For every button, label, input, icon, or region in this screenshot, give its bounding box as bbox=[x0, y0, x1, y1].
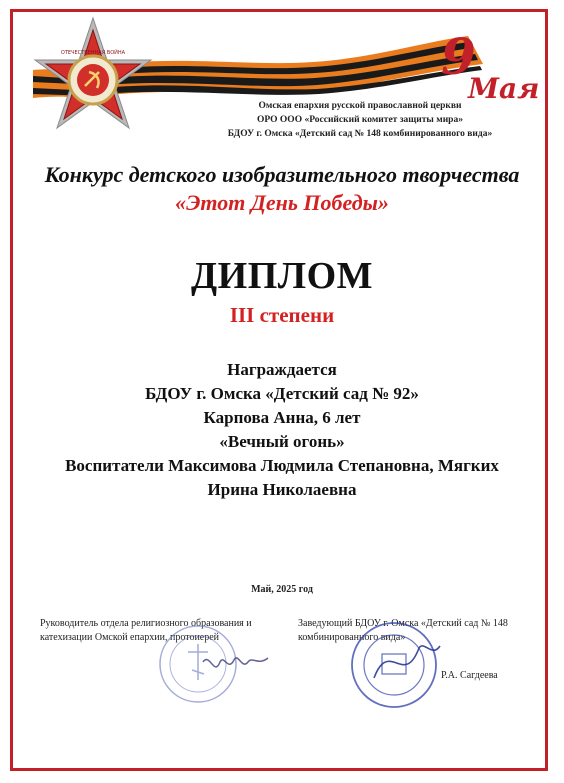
award-line: Награждается bbox=[227, 360, 337, 379]
award-line: БДОУ г. Омска «Детский сад № 92» bbox=[145, 384, 419, 403]
contest-name: «Этот День Победы» bbox=[175, 190, 389, 215]
diploma-title: ДИПЛОМ bbox=[191, 255, 373, 297]
award-line: Ирина Николаевна bbox=[207, 480, 357, 499]
award-line: Карпова Анна, 6 лет bbox=[203, 408, 361, 427]
organizer-line: БДОУ г. Омска «Детский сад № 148 комбинированного вида» bbox=[227, 129, 493, 139]
signatory-right-name: Р.А. Сагдеева bbox=[441, 670, 498, 681]
organizers-block bbox=[180, 99, 540, 141]
date-number: 9 bbox=[441, 27, 476, 86]
order-star-icon bbox=[35, 18, 151, 128]
contest-title: Конкурс детского изобразительного творчества bbox=[44, 162, 520, 187]
diploma-degree: III степени bbox=[229, 303, 335, 327]
right-stamp-icon bbox=[344, 618, 454, 713]
victory-day-mark bbox=[441, 27, 539, 105]
signatory-left: Руководитель отдела религиозного образования и катехизации Омской епархии, протоиерей bbox=[40, 618, 252, 643]
organizer-line: Омская епархия русской православной церкви bbox=[258, 101, 462, 111]
organizer-line: ОРО ООО «Российский комитет защиты мира» bbox=[257, 115, 463, 125]
award-block bbox=[0, 358, 564, 502]
left-stamp-icon bbox=[148, 622, 288, 712]
svg-text:ОТЕЧЕСТВЕННАЯ ВОЙНА: ОТЕЧЕСТВЕННАЯ ВОЙНА bbox=[60, 50, 126, 56]
date-word: Мая bbox=[468, 72, 540, 105]
award-line: Воспитатели Максимова Людмила Степановна, Мягких bbox=[65, 456, 499, 475]
issue-date: Май, 2025 год bbox=[251, 584, 313, 595]
signatory-right: Заведующий БДОУ г. Омска «Детский сад № 148 комбинированного вида» bbox=[298, 618, 508, 643]
award-line: «Вечный огонь» bbox=[219, 432, 345, 451]
